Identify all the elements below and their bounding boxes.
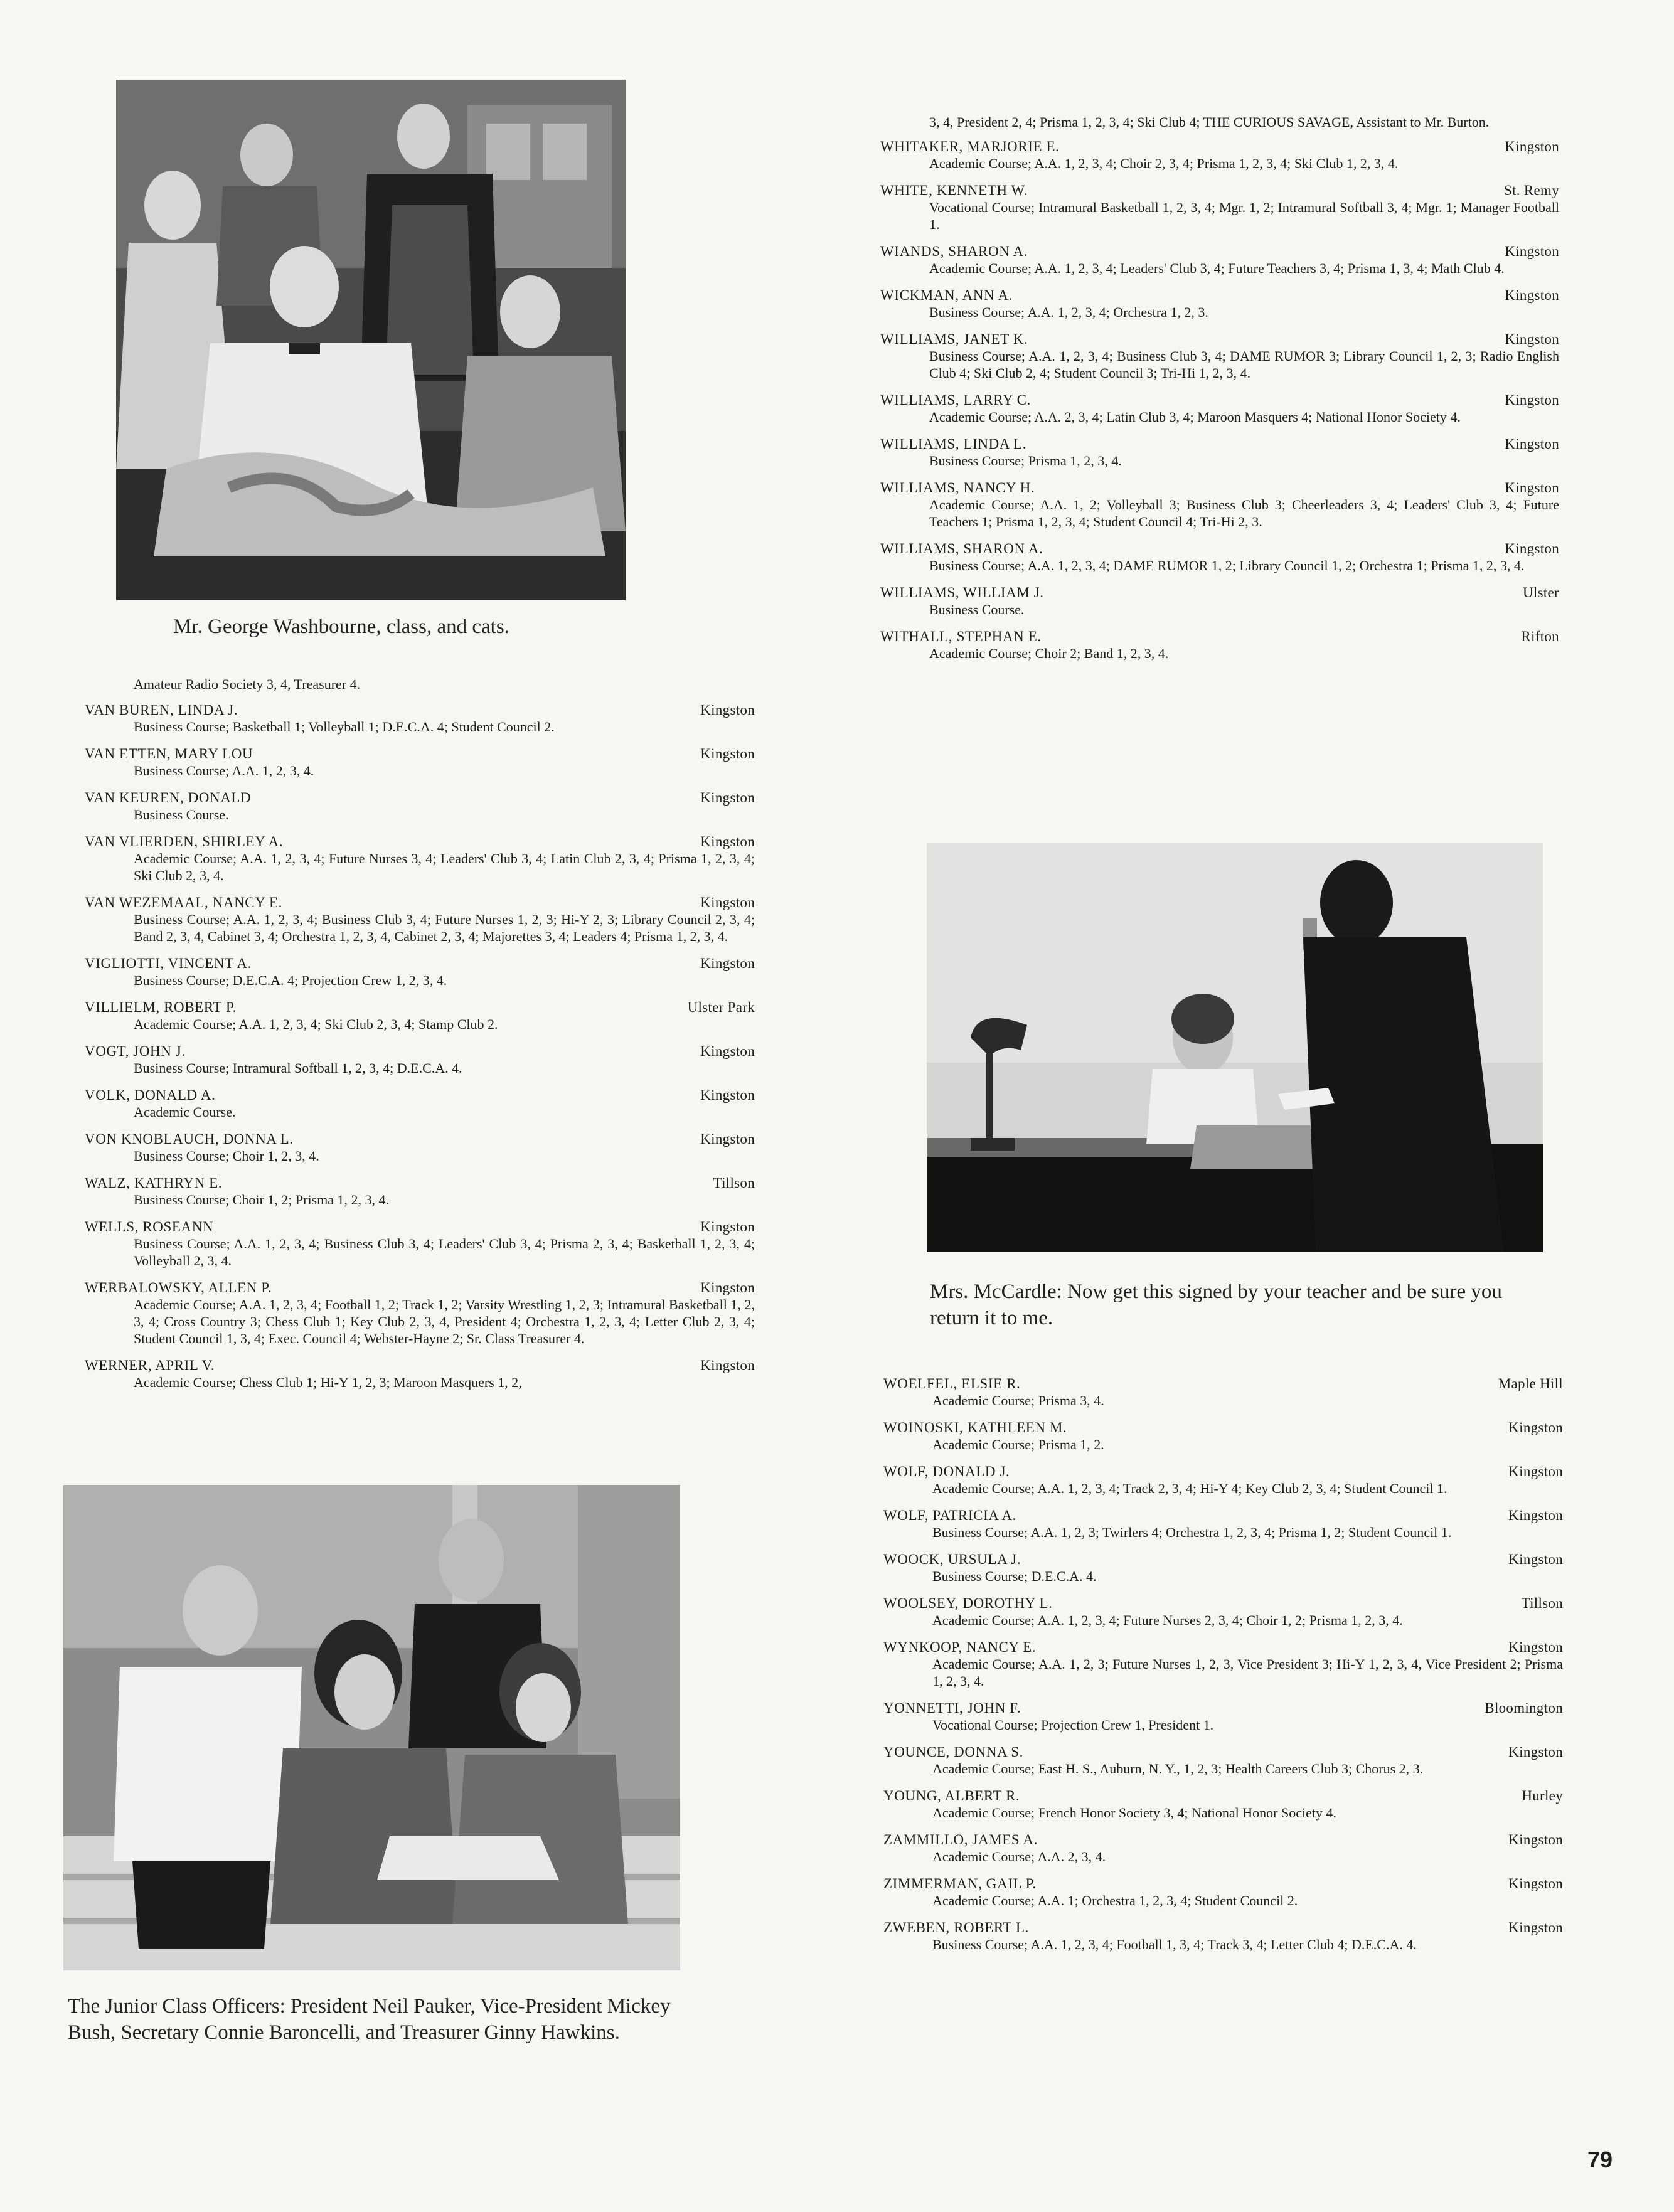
student-name: VILLIELM, ROBERT P.	[85, 999, 237, 1015]
student-hometown: Kingston	[700, 1219, 755, 1235]
student-entry-header	[85, 1218, 755, 1235]
student-name: WHITAKER, MARJORIE E.	[880, 139, 1060, 154]
student-entry	[883, 1875, 1563, 1909]
student-hometown: Tillson	[713, 1175, 755, 1191]
student-activities: Academic Course; A.A. 1, 2, 3, 4; Leaders' Club 3, 4; Future Teachers 3, 4; Prisma 1, 3, 4; Math Club 4.	[929, 260, 1505, 276]
student-activities: Academic Course.	[134, 1104, 236, 1120]
student-entry-header	[883, 1919, 1563, 1936]
student-activities: Business Course; A.A. 1, 2, 3; Twirlers 4; Orchestra 1, 2, 3, 4; Prisma 1, 2; Student Council 1.	[932, 1524, 1452, 1540]
student-activities: Academic Course; A.A. 1, 2, 3, 4; Ski Club 2, 3, 4; Stamp Club 2.	[134, 1016, 498, 1032]
student-activities: Academic Course; Chess Club 1; Hi-Y 1, 2, 3; Maroon Masquers 1, 2,	[134, 1375, 522, 1390]
student-entry-header	[880, 584, 1559, 601]
student-name: WILLIAMS, LINDA L.	[880, 436, 1027, 452]
student-activities: Vocational Course; Projection Crew 1, President 1.	[932, 1717, 1214, 1733]
student-name: WERNER, APRIL V.	[85, 1358, 215, 1373]
student-entry-header	[880, 391, 1559, 408]
student-entry	[883, 1787, 1563, 1821]
student-name: VOGT, JOHN J.	[85, 1043, 186, 1059]
page-number: 79	[1587, 2147, 1613, 2172]
student-activities: Business Course; A.A. 1, 2, 3, 4; DAME RUMOR 1, 2; Library Council 1, 2; Orchestra 1; Prisma 1, 2, 3, 4.	[929, 558, 1525, 573]
student-entry	[883, 1419, 1563, 1453]
student-name: WALZ, KATHRYN E.	[85, 1175, 223, 1191]
student-entry	[880, 540, 1559, 574]
student-entry	[85, 1043, 755, 1077]
student-entry-header	[880, 243, 1559, 260]
right-column-lead-text: 3, 4, President 2, 4; Prisma 1, 2, 3, 4; Ski Club 4; THE CURIOUS SAVAGE, Assistant to Mr. Burton.	[929, 114, 1490, 130]
student-hometown: Maple Hill	[1498, 1376, 1563, 1391]
student-hometown: Kingston	[700, 702, 755, 718]
washbourne-photo-caption: Mr. George Washbourne, class, and cats.	[173, 615, 509, 638]
student-entry	[880, 391, 1559, 425]
student-entry	[85, 1218, 755, 1269]
student-activities: Academic Course; Prisma 3, 4.	[932, 1393, 1104, 1408]
student-name: WERBALOWSKY, ALLEN P.	[85, 1280, 272, 1295]
student-hometown: Kingston	[700, 1043, 755, 1059]
student-activities: Business Course; A.A. 1, 2, 3, 4; Business Club 3, 4; Future Nurses 1, 2, 3; Hi-Y 2, 3; Library Council 2, 3, 4; Band 2, 3, 4, Cabinet 3, 4; Orchestra 1, 2, 3, 4, Cabinet 2, 3, 4; Majorettes 3, 4; Leaders 4; Prisma 1, 2, 3, 4.	[134, 912, 755, 944]
student-name: WITHALL, STEPHAN E.	[880, 629, 1042, 644]
student-name: VOLK, DONALD A.	[85, 1087, 216, 1103]
student-hometown: Kingston	[700, 1087, 755, 1103]
student-entry-header	[883, 1463, 1563, 1480]
student-entry-header	[883, 1787, 1563, 1804]
student-entry-header	[85, 1174, 755, 1191]
student-hometown: Kingston	[1508, 1464, 1563, 1479]
mccardle-office-photo	[927, 843, 1543, 1252]
student-entry	[85, 701, 755, 735]
student-entry-header	[883, 1875, 1563, 1892]
student-activities: Business Course; A.A. 1, 2, 3, 4; Football 1, 3, 4; Track 3, 4; Letter Club 4; D.E.C.A. 4.	[932, 1937, 1417, 1952]
student-name: YOUNG, ALBERT R.	[883, 1788, 1020, 1804]
student-entry	[85, 833, 755, 884]
student-entry-header	[883, 1595, 1563, 1612]
student-name: WOLF, PATRICIA A.	[883, 1507, 1016, 1523]
student-name: WILLIAMS, LARRY C.	[880, 392, 1031, 408]
right-column-top-entries	[880, 114, 1559, 672]
student-entry-header	[880, 331, 1559, 348]
student-hometown: Bloomington	[1485, 1700, 1563, 1716]
student-entry	[85, 894, 755, 945]
right-top-student-list	[880, 138, 1559, 662]
student-hometown: Kingston	[1505, 480, 1559, 496]
student-name: WILLIAMS, SHARON A.	[880, 541, 1043, 556]
mccardle-photo-caption: Mrs. McCardle: Now get this signed by your teacher and be sure you return it to me.	[930, 1280, 1502, 1329]
student-name: VAN WEZEMAAL, NANCY E.	[85, 895, 282, 910]
student-name: VAN VLIERDEN, SHIRLEY A.	[85, 834, 284, 849]
student-hometown: Kingston	[1508, 1920, 1563, 1935]
student-activities: Business Course; Choir 1, 2, 3, 4.	[134, 1148, 319, 1164]
student-entry-header	[883, 1831, 1563, 1848]
student-entry-header	[880, 628, 1559, 645]
student-entry-header	[85, 789, 755, 806]
student-hometown: Kingston	[1508, 1744, 1563, 1760]
left-column-entries	[85, 676, 755, 1401]
student-activities: Business Course; D.E.C.A. 4.	[932, 1568, 1097, 1584]
student-name: VIGLIOTTI, VINCENT A.	[85, 955, 252, 971]
student-activities: Academic Course; A.A. 1, 2, 3, 4; Future Nurses 3, 4; Leaders' Club 3, 4; Latin Club 2, 3, 4; Prisma 1, 2, 3, 4; Ski Club 2, 3, 4.	[134, 851, 755, 883]
student-activities: Academic Course; East H. S., Auburn, N. Y., 1, 2, 3; Health Careers Club 3; Chorus 2, 3.	[932, 1761, 1424, 1777]
student-activities: Business Course; A.A. 1, 2, 3, 4; Business Club 3, 4; DAME RUMOR 3; Library Council 1, 2, 3; Radio English Club 4; Ski Club 2, 4; Student Council 3; Tri-Hi 1, 2, 3, 4.	[929, 348, 1559, 381]
student-activities: Business Course; Intramural Softball 1, 2, 3, 4; D.E.C.A. 4.	[134, 1060, 462, 1076]
student-hometown: Kingston	[700, 1358, 755, 1373]
student-hometown: Kingston	[1505, 243, 1559, 259]
student-activities: Academic Course; A.A. 1, 2; Volleyball 3; Business Club 3; Cheerleaders 3, 4; Leaders' Club 3, 4; Future Teachers 1; Prisma 1, 2, 3, 4; Student Council 4; Tri-Hi 2, 3.	[929, 497, 1559, 529]
right-bottom-student-list	[883, 1375, 1563, 1953]
student-hometown: Ulster Park	[687, 999, 755, 1015]
student-name: WILLIAMS, JANET K.	[880, 331, 1028, 347]
student-entry-header	[85, 1043, 755, 1060]
washbourne-photo-illustration	[116, 80, 626, 600]
student-hometown: Kingston	[700, 1131, 755, 1147]
student-activities: Business Course; Prisma 1, 2, 3, 4.	[929, 453, 1122, 469]
mccardle-photo-illustration	[927, 843, 1543, 1252]
student-activities: Business Course; Choir 1, 2; Prisma 1, 2, 3, 4.	[134, 1192, 390, 1208]
student-name: WILLIAMS, NANCY H.	[880, 480, 1035, 496]
student-name: VAN BUREN, LINDA J.	[85, 702, 238, 718]
student-entry-header	[85, 1130, 755, 1147]
student-hometown: Rifton	[1521, 629, 1559, 644]
student-activities: Business Course.	[929, 602, 1025, 617]
student-name: WYNKOOP, NANCY E.	[883, 1639, 1037, 1655]
student-hometown: Kingston	[700, 895, 755, 910]
student-name: ZIMMERMAN, GAIL P.	[883, 1876, 1037, 1891]
washbourne-class-photo	[116, 80, 626, 600]
student-activities: Business Course; A.A. 1, 2, 3, 4; Business Club 3, 4; Leaders' Club 3, 4; Prisma 2, 3, 4; Basketball 1, 2, 3, 4; Volleyball 2, 3, 4.	[134, 1236, 755, 1268]
student-entry-header	[85, 894, 755, 911]
student-entry-header	[883, 1699, 1563, 1716]
student-entry	[883, 1743, 1563, 1777]
student-name: ZAMMILLO, JAMES A.	[883, 1832, 1038, 1848]
student-name: WOOCK, URSULA J.	[883, 1551, 1021, 1567]
student-activities: Academic Course; A.A. 2, 3, 4.	[932, 1849, 1106, 1864]
junior-officers-photo-illustration	[63, 1485, 680, 1970]
student-entry	[880, 138, 1559, 172]
student-entry	[85, 789, 755, 823]
student-entry	[883, 1507, 1563, 1541]
student-hometown: Kingston	[700, 746, 755, 762]
student-hometown: Kingston	[1505, 436, 1559, 452]
student-activities: Academic Course; A.A. 1, 2, 3, 4; Future Nurses 2, 3, 4; Choir 1, 2; Prisma 1, 2, 3, 4.	[932, 1612, 1403, 1628]
junior-officers-caption: The Junior Class Officers: President Neil Pauker, Vice-President Mickey Bush, Secretary Connie Baroncelli, and Treasurer Ginny Hawkins.	[68, 1995, 671, 2044]
student-hometown: St. Remy	[1503, 183, 1559, 198]
student-entry	[883, 1831, 1563, 1865]
student-name: WOINOSKI, KATHLEEN M.	[883, 1420, 1067, 1435]
student-activities: Business Course; A.A. 1, 2, 3, 4; Orchestra 1, 2, 3.	[929, 304, 1208, 320]
student-hometown: Kingston	[1505, 392, 1559, 408]
student-entry	[880, 243, 1559, 277]
student-entry-header	[85, 955, 755, 972]
student-name: WHITE, KENNETH W.	[880, 183, 1028, 198]
student-name: YOUNCE, DONNA S.	[883, 1744, 1024, 1760]
student-activities: Academic Course; A.A. 1, 2, 3, 4; Track 2, 3, 4; Hi-Y 4; Key Club 2, 3, 4; Student Council 1.	[932, 1481, 1447, 1496]
left-column-lead-text: Amateur Radio Society 3, 4, Treasurer 4.	[134, 676, 361, 692]
student-entry-header	[883, 1743, 1563, 1760]
student-name: WOELFEL, ELSIE R.	[883, 1376, 1021, 1391]
student-entry	[883, 1375, 1563, 1409]
student-entry	[883, 1919, 1563, 1953]
student-hometown: Kingston	[1508, 1551, 1563, 1567]
student-activities: Academic Course; A.A. 1, 2, 3, 4; Football 1, 2; Track 1, 2; Varsity Wrestling 1, 2, 3; Intramural Basketball 1, 2, 3, 4; Cross Country 3; Chess Club 1; Key Club 2, 3, 4, President 4; Orchestra 1, 2, 3, 4; Letter Club 2, 3, 4; Student Council 1, 3, 4; Exec. Council 4; Webster-Hayne 2; Sr. Class Treasurer 4.	[134, 1297, 755, 1346]
student-activities: Business Course; D.E.C.A. 4; Projection Crew 1, 2, 3, 4.	[134, 972, 447, 988]
student-entry	[85, 955, 755, 989]
student-entry	[880, 628, 1559, 662]
student-entry-header	[85, 745, 755, 762]
student-entry-header	[85, 999, 755, 1016]
student-entry	[880, 584, 1559, 618]
student-entry	[883, 1595, 1563, 1629]
student-name: WICKMAN, ANN A.	[880, 287, 1013, 303]
student-entry	[85, 745, 755, 779]
student-entry	[883, 1699, 1563, 1733]
student-hometown: Kingston	[1505, 331, 1559, 347]
student-activities: Academic Course; Choir 2; Band 1, 2, 3, 4.	[929, 646, 1169, 661]
student-entry-header	[880, 435, 1559, 452]
student-entry	[85, 1174, 755, 1208]
student-activities: Business Course.	[134, 807, 229, 822]
student-entry	[880, 331, 1559, 381]
student-entry	[85, 1087, 755, 1120]
student-hometown: Kingston	[700, 1280, 755, 1295]
student-name: WOLF, DONALD J.	[883, 1464, 1010, 1479]
student-entry-header	[880, 479, 1559, 496]
student-entry-header	[880, 182, 1559, 199]
student-name: ZWEBEN, ROBERT L.	[883, 1920, 1029, 1935]
student-entry-header	[880, 540, 1559, 557]
student-activities: Academic Course; French Honor Society 3, 4; National Honor Society 4.	[932, 1805, 1336, 1821]
student-activities: Academic Course; A.A. 1; Orchestra 1, 2, 3, 4; Student Council 2.	[932, 1893, 1298, 1908]
student-hometown: Kingston	[1505, 139, 1559, 154]
student-activities: Academic Course; Prisma 1, 2.	[932, 1437, 1104, 1452]
student-hometown: Kingston	[1508, 1639, 1563, 1655]
student-entry-header	[883, 1375, 1563, 1392]
student-entry-header	[883, 1551, 1563, 1568]
student-entry	[883, 1463, 1563, 1497]
student-activities: Academic Course; A.A. 2, 3, 4; Latin Club 3, 4; Maroon Masquers 4; National Honor Society 4.	[929, 409, 1461, 425]
student-name: VAN ETTEN, MARY LOU	[85, 746, 253, 762]
student-hometown: Kingston	[1508, 1420, 1563, 1435]
student-entry-header	[85, 1357, 755, 1374]
student-hometown: Kingston	[700, 955, 755, 971]
student-hometown: Hurley	[1522, 1788, 1563, 1804]
student-name: VON KNOBLAUCH, DONNA L.	[85, 1131, 294, 1147]
student-entry	[880, 182, 1559, 233]
student-hometown: Kingston	[1505, 541, 1559, 556]
student-entry-header	[883, 1419, 1563, 1436]
student-hometown: Kingston	[700, 790, 755, 806]
student-entry	[85, 1357, 755, 1391]
student-entry-header	[880, 287, 1559, 304]
student-hometown: Kingston	[1508, 1507, 1563, 1523]
student-activities: Academic Course; A.A. 1, 2, 3, 4; Choir 2, 3, 4; Prisma 1, 2, 3, 4; Ski Club 1, 2, 3, 4.	[929, 156, 1399, 171]
student-name: VAN KEUREN, DONALD	[85, 790, 252, 806]
student-name: WELLS, ROSEANN	[85, 1219, 214, 1235]
student-entry-header	[880, 138, 1559, 155]
student-entry	[85, 1279, 755, 1347]
left-student-list	[85, 701, 755, 1391]
student-activities: Business Course; A.A. 1, 2, 3, 4.	[134, 763, 314, 779]
student-entry-header	[85, 833, 755, 850]
student-hometown: Kingston	[1505, 287, 1559, 303]
student-entry	[880, 435, 1559, 469]
student-hometown: Kingston	[700, 834, 755, 849]
student-entry	[880, 479, 1559, 530]
student-hometown: Kingston	[1508, 1832, 1563, 1848]
student-entry	[85, 1130, 755, 1164]
student-activities: Academic Course; A.A. 1, 2, 3; Future Nurses 1, 2, 3, Vice President 3; Hi-Y 1, 2, 3, 4, Vice President 2; Prisma 1, 2, 3, 4.	[932, 1656, 1563, 1689]
student-hometown: Tillson	[1521, 1595, 1563, 1611]
right-column-bottom-entries	[883, 1375, 1563, 1963]
student-name: WOOLSEY, DOROTHY L.	[883, 1595, 1053, 1611]
student-hometown: Kingston	[1508, 1876, 1563, 1891]
student-entry	[85, 999, 755, 1033]
student-entry-header	[85, 1279, 755, 1296]
student-hometown: Ulster	[1522, 585, 1559, 600]
student-activities: Business Course; Basketball 1; Volleyball 1; D.E.C.A. 4; Student Council 2.	[134, 719, 555, 735]
junior-officers-photo	[63, 1485, 680, 1970]
student-entry-header	[883, 1639, 1563, 1656]
student-activities: Vocational Course; Intramural Basketball 1, 2, 3, 4; Mgr. 1, 2; Intramural Softball 3, 4; Mgr. 1; Manager Football 1.	[929, 199, 1559, 232]
student-entry-header	[85, 701, 755, 718]
student-name: YONNETTI, JOHN F.	[883, 1700, 1021, 1716]
student-entry-header	[883, 1507, 1563, 1524]
student-entry	[883, 1551, 1563, 1585]
student-name: WIANDS, SHARON A.	[880, 243, 1028, 259]
student-entry-header	[85, 1087, 755, 1103]
student-name: WILLIAMS, WILLIAM J.	[880, 585, 1044, 600]
student-entry	[883, 1639, 1563, 1689]
student-entry	[880, 287, 1559, 321]
